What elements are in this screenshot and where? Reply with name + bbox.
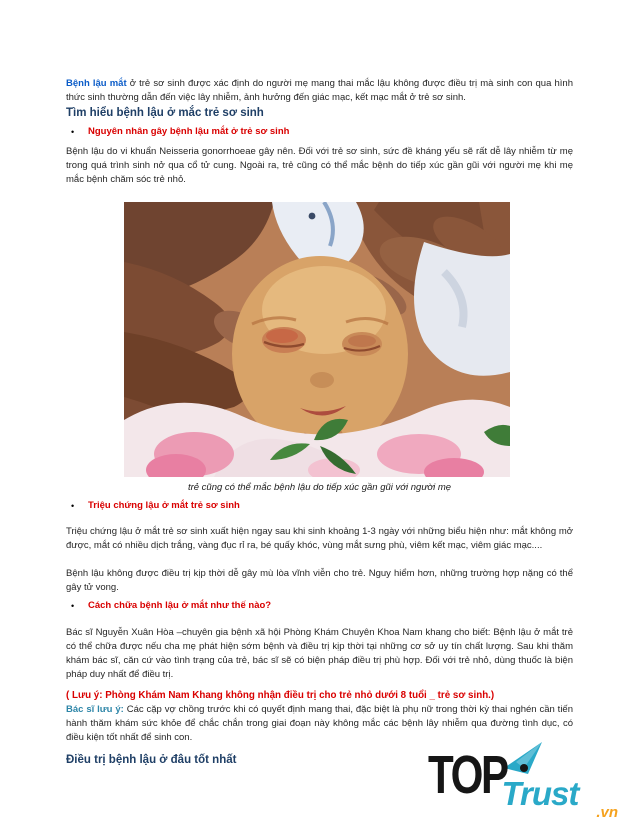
bullet-cure-label: Cách chữa bệnh lậu ở mắt như thế nào? (88, 600, 272, 611)
intro-paragraph (66, 77, 573, 105)
doctor-advice-label: Bác sĩ lưu ý: (66, 704, 124, 715)
danger-paragraph: Bệnh lậu không được điều trị kịp thời dễ gây mù lòa vĩnh viễn cho trẻ. Nguy hiểm hơn, những trường hợp nặng có thể gây tử vong. (66, 568, 573, 593)
toptrust-logo (428, 745, 624, 821)
logo-eye-dot (520, 764, 528, 772)
logo-vn-text: .vn (596, 804, 618, 821)
doctor-advice-paragraph (66, 703, 573, 745)
section-heading: Tìm hiểu bệnh lậu ở mắc trẻ sơ sinh (66, 107, 264, 119)
bullet-cause-label: Nguyên nhân gây bệnh lậu mắt ở trẻ sơ sinh (88, 126, 290, 137)
baby-photo-figure (124, 202, 510, 477)
intro-keyword-link[interactable]: Bệnh lậu mắt (66, 78, 127, 89)
article-body (66, 77, 573, 768)
treatment-paragraph: Bác sĩ Nguyễn Xuân Hòa –chuyên gia bệnh xã hội Phòng Khám Chuyên Khoa Nam khang cho biết: Bệnh lậu ở mắt trẻ có thể chữa được nếu cha mẹ phát hiện sớm bệnh và điều trị kịp thời tại những cơ sở uy tín chất lượng. Sau khi thăm khám bác sĩ, căn cứ vào tình trạng của trẻ, bác sĩ sẽ có biện pháp điều trị phù hợp. Đối với trẻ nhỏ, dùng thuốc là biện pháp duy nhất để điều trị. (66, 627, 573, 680)
bullet-dot-icon: • (71, 501, 75, 511)
photo-baby-face (232, 256, 408, 452)
cause-paragraph: Bệnh lậu do vi khuẩn Neisseria gonorrhoeae gây nên. Đối với trẻ sơ sinh, sức đề kháng yếu sẽ rất dễ lây nhiễm từ mẹ trong quá trình sinh nở qua cổ tử cung. Ngoài ra, trẻ cũng có thể mắc bệnh do tiếp xúc gần gũi với người mẹ khi mẹ mắc bệnh chăm sóc trẻ nhỏ. (66, 146, 573, 185)
clinic-note: ( Lưu ý: Phòng Khám Nam Khang không nhận điều trị cho trẻ nhỏ dưới 8 tuổi _ trẻ sơ sinh.) (66, 690, 495, 701)
bullet-item-symptom (66, 499, 573, 513)
baby-photo (124, 202, 510, 477)
logo-trust-text: Trust (501, 775, 579, 812)
bullet-item-cure (66, 599, 573, 613)
intro-text: ở trẻ sơ sinh được xác định do người mẹ mang thai mắc lậu không được điều trị mà sinh con qua hình thức sinh thường dẫn đến việc lây nhiễm, ảnh hưởng đến giác mạc, kết mạc mắt ở trẻ sơ sinh. (66, 78, 573, 103)
bullet-item-cause (66, 125, 573, 139)
bullet-dot-icon: • (71, 601, 75, 611)
bullet-dot-icon: • (71, 127, 75, 137)
doctor-advice-text: Các cặp vợ chồng trước khi có quyết định mang thai, đặc biệt là phụ nữ trong thời kỳ thai nghén cần tiến hành thăm khám sức khỏe để chắc chắn trong giai đoạn này không mắc các bệnh lây nhiễm qua đường tình dục, có điều kiện tốt nhất để sinh con. (66, 704, 574, 743)
bullet-symptom-label: Triệu chứng lậu ở mắt trẻ sơ sinh (88, 500, 240, 511)
logo-top-text: TOP (428, 745, 507, 805)
symptom-paragraph: Triệu chứng lậu ở mắt trẻ sơ sinh xuất hiện ngay sau khi sinh khoảng 1-3 ngày với những biểu hiện như: mắt không mở được, mắt có nhiều dịch trắng, vàng đục rỉ ra, bé quấy khóc, vùng mắt sưng phù, viêm kết mạc, viêm giác mạc.... (66, 526, 573, 551)
closing-heading: Điều trị bệnh lậu ở đâu tốt nhất (66, 754, 237, 766)
photo-caption: trẻ cũng có thể mắc bệnh lậu do tiếp xúc gần gũi với người mẹ (187, 482, 452, 493)
